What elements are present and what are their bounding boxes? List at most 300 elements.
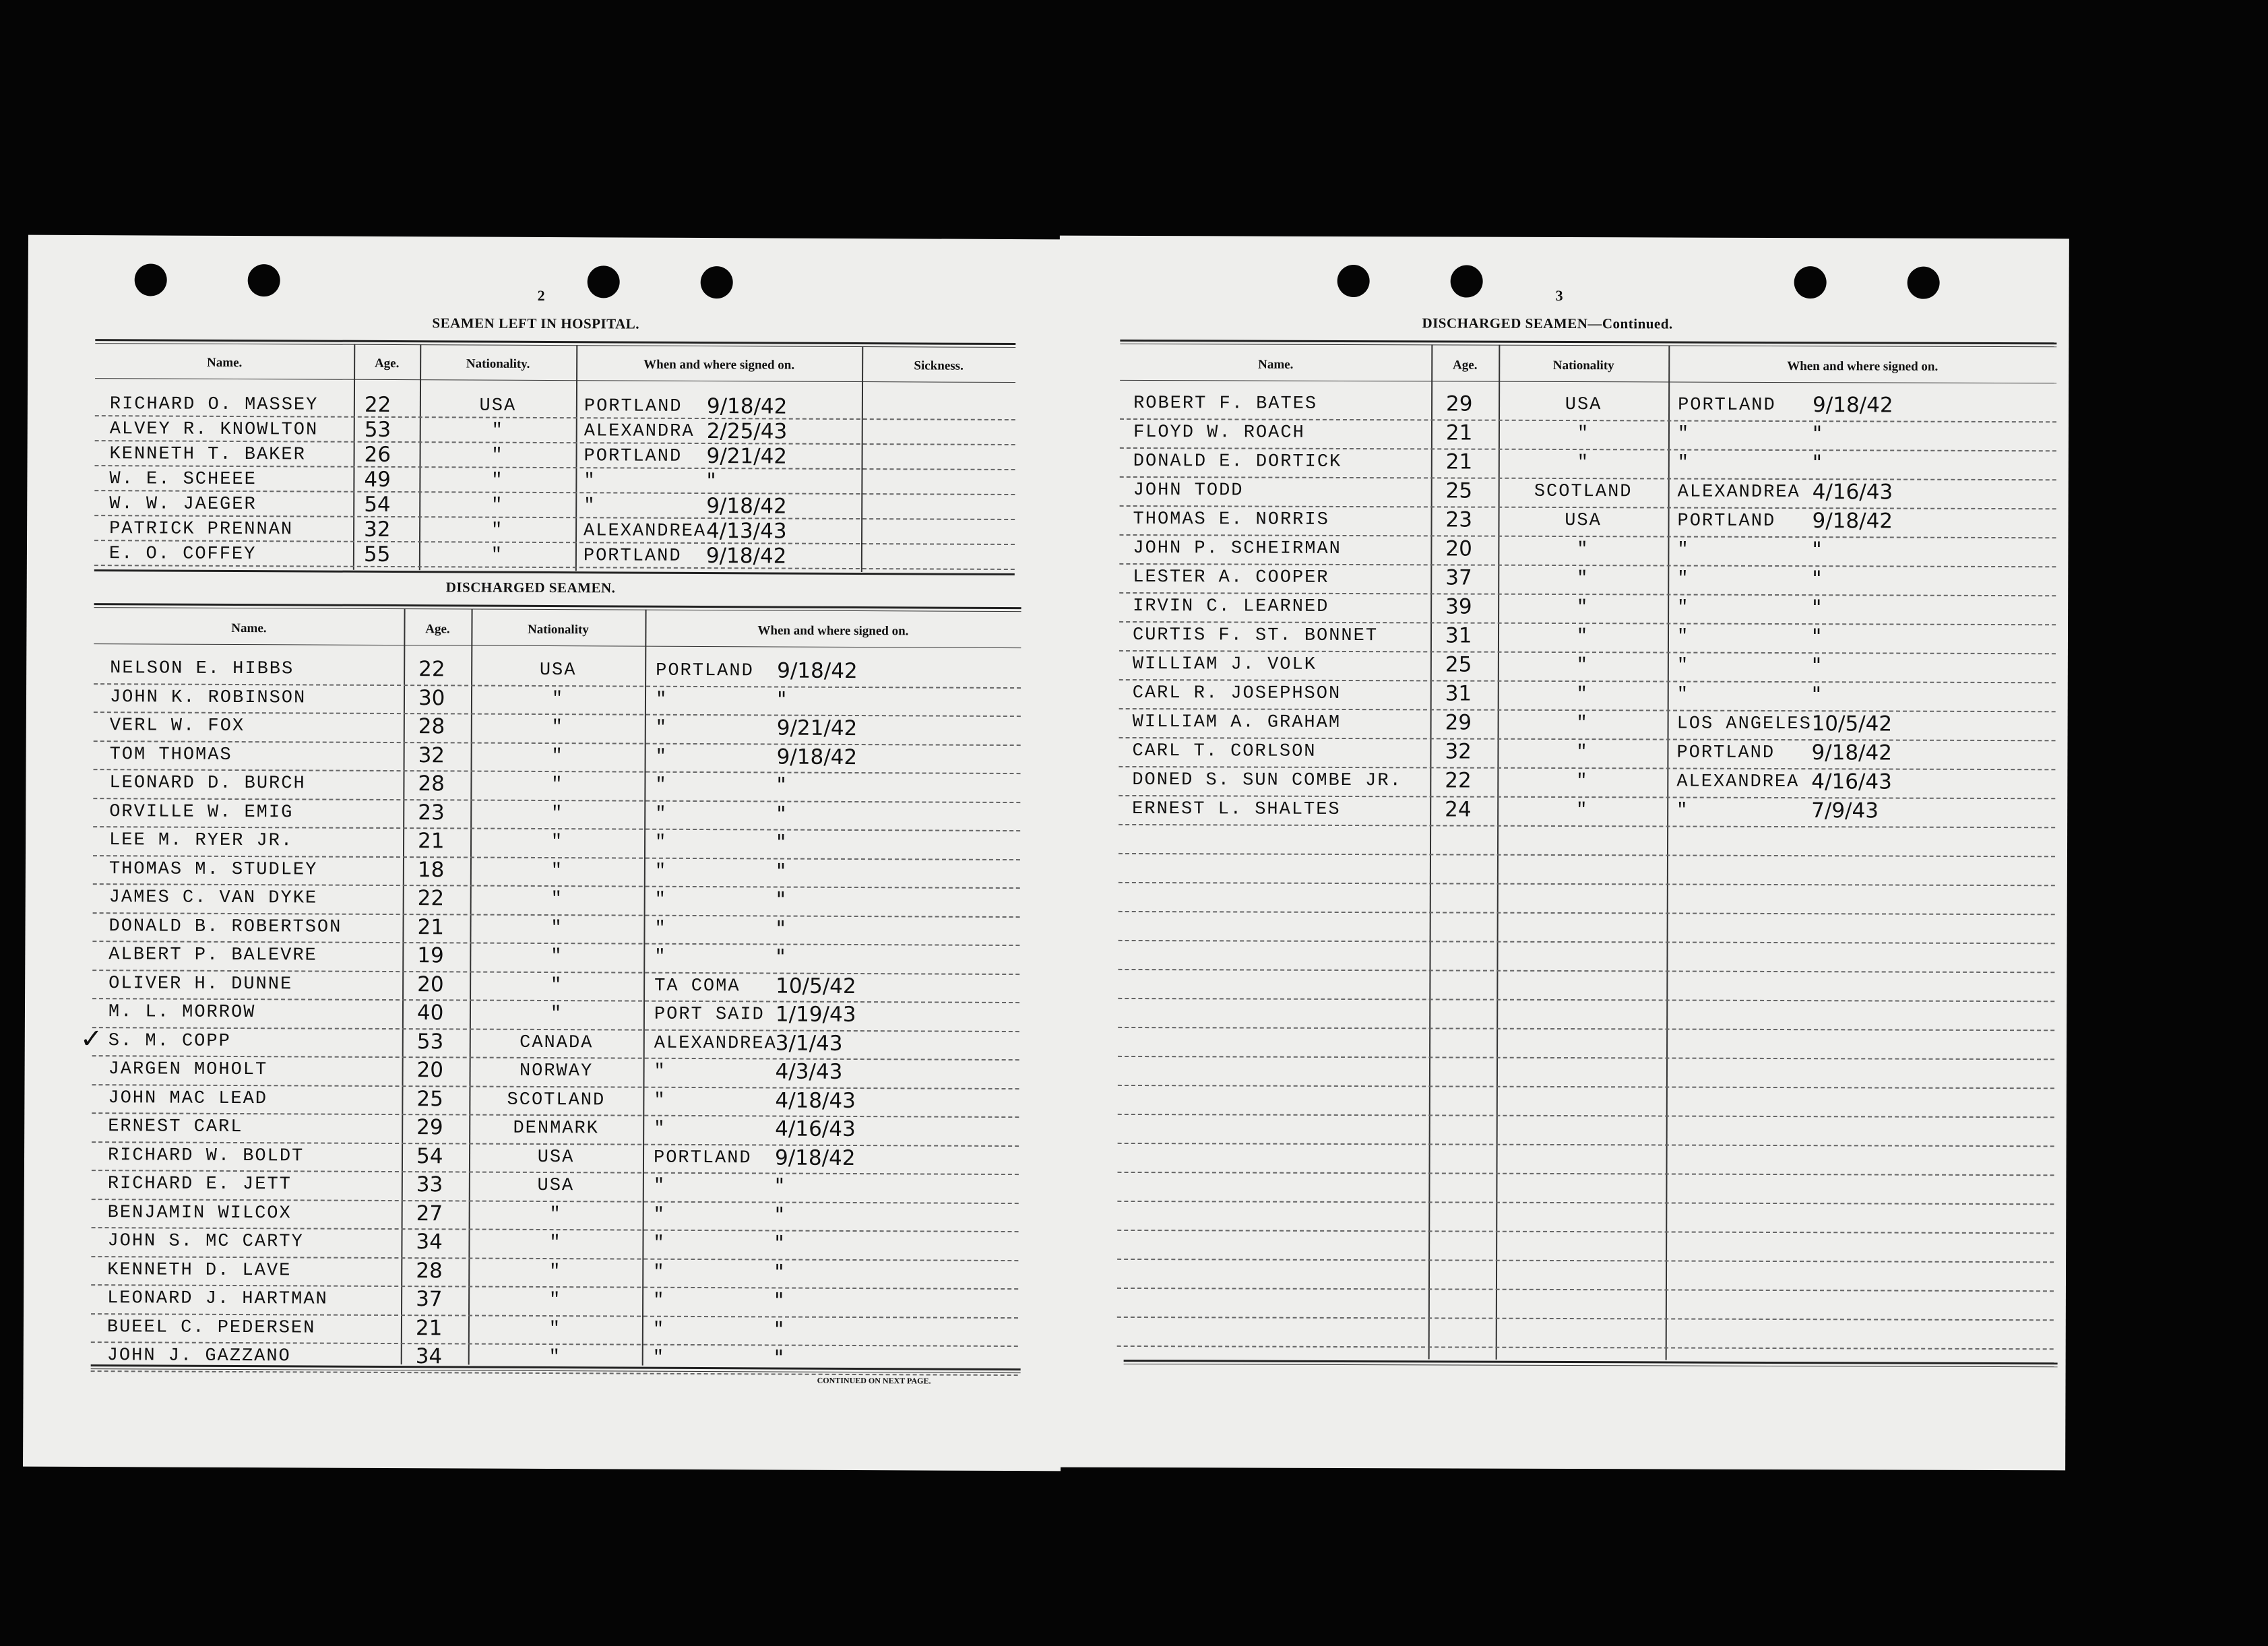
signed-on-place: " <box>655 832 668 853</box>
signed-on-date: 10/5/42 <box>776 973 856 999</box>
binder-hole <box>248 264 280 296</box>
seaman-name: W. W. JAEGER <box>109 494 257 515</box>
signed-on-date: 4/16/43 <box>1811 769 1892 794</box>
seaman-age: 20 <box>417 972 444 996</box>
seaman-name: BENJAMIN WILCOX <box>107 1202 292 1224</box>
seaman-name: M. L. MORROW <box>108 1002 256 1023</box>
seaman-name: IRVIN C. LEARNED <box>1133 596 1329 617</box>
col-header-nationality: Nationality. <box>466 356 530 371</box>
signed-on-date: " <box>774 1174 785 1199</box>
binder-hole <box>1794 266 1827 298</box>
signed-on-place: " <box>654 861 668 882</box>
signed-on-place: LOS ANGELES <box>1676 714 1812 735</box>
row-divider <box>1119 766 2055 770</box>
row-divider <box>1119 795 2055 799</box>
seaman-name: CARL T. CORLSON <box>1132 740 1317 762</box>
signed-on-place: " <box>653 1205 666 1226</box>
signed-on-place: " <box>1676 627 1690 647</box>
seaman-age: 25 <box>416 1086 443 1111</box>
row-divider <box>1119 708 2056 712</box>
signed-on-date: 2/25/43 <box>706 419 788 444</box>
signed-on-date: " <box>774 1202 785 1228</box>
seaman-age: 54 <box>364 492 391 517</box>
seaman-name: ERNEST CARL <box>108 1116 243 1138</box>
signed-on-place: PORTLAND <box>584 446 683 467</box>
signed-on-place: PORTLAND <box>1677 511 1776 532</box>
left-page <box>23 235 1066 1471</box>
signed-on-date: 7/9/43 <box>1811 798 1879 823</box>
binder-hole <box>588 265 620 298</box>
discharged-section-title: DISCHARGED SEAMEN. <box>445 579 616 596</box>
col-header-name: Name. <box>1258 357 1294 372</box>
row-divider <box>1119 824 2055 828</box>
seaman-nationality: " <box>550 1004 563 1025</box>
seaman-age: 22 <box>417 886 445 911</box>
seaman-nationality: " <box>550 860 564 881</box>
seaman-nationality: " <box>1577 424 1590 445</box>
seaman-nationality: " <box>1576 598 1589 619</box>
signed-on-date: 4/16/43 <box>775 1116 856 1142</box>
signed-on-date: " <box>776 887 786 912</box>
seaman-age: 31 <box>1445 681 1472 706</box>
seaman-age: 54 <box>416 1143 443 1168</box>
seaman-age: 23 <box>1445 507 1473 532</box>
seaman-name: THOMAS M. STUDLEY <box>108 858 318 881</box>
signed-on-place: PORTLAND <box>1676 742 1775 763</box>
col-header-nationality: Nationality <box>1552 358 1614 373</box>
signed-on-date: " <box>1811 654 1822 678</box>
signed-on-place: " <box>654 1061 666 1082</box>
seaman-name: RICHARD W. BOLDT <box>107 1145 305 1166</box>
seaman-nationality: " <box>491 495 504 516</box>
seaman-age: 22 <box>1445 768 1472 793</box>
seaman-name: ERNEST L. SHALTES <box>1132 798 1341 820</box>
seaman-name: LEE M. RYER JR. <box>109 830 294 852</box>
seaman-nationality: " <box>551 803 564 824</box>
seaman-age: 32 <box>364 517 391 542</box>
signed-on-place: " <box>1676 685 1689 705</box>
seaman-nationality: " <box>1576 627 1589 647</box>
signed-on-place: ALEXANDREA <box>1677 482 1800 503</box>
seaman-age: 27 <box>416 1201 443 1226</box>
binder-hole <box>701 266 733 298</box>
signed-on-date: " <box>706 469 716 494</box>
signed-on-place: " <box>654 1118 666 1139</box>
signed-on-place: " <box>653 1262 666 1283</box>
signed-on-date: 9/18/42 <box>706 494 787 519</box>
seaman-name: DONED S. SUN COMBE JR. <box>1132 769 1402 792</box>
hospital-section-title: SEAMEN LEFT IN HOSPITAL. <box>432 315 640 332</box>
col-header-signed-on: When and where signed on. <box>757 623 909 639</box>
signed-on-place: " <box>584 496 596 517</box>
signed-on-date: " <box>776 773 786 798</box>
blank-row-divider <box>1117 1346 2054 1350</box>
seaman-name: JAMES C. VAN DYKE <box>108 887 318 909</box>
seaman-age: 30 <box>418 685 445 710</box>
seaman-name: DONALD E. DORTICK <box>1133 451 1342 472</box>
binder-hole <box>135 263 167 296</box>
signed-on-date: 9/18/42 <box>1812 509 1893 534</box>
seaman-nationality: " <box>551 746 564 767</box>
signed-on-place: " <box>654 947 667 968</box>
signed-on-place: " <box>652 1319 666 1340</box>
signed-on-date: 9/18/42 <box>774 1145 856 1170</box>
seaman-age: 39 <box>1445 594 1472 619</box>
signed-on-date: 9/18/42 <box>706 394 788 419</box>
signed-on-date: " <box>774 1346 784 1370</box>
row-divider <box>1119 563 2056 567</box>
seaman-name: CURTIS F. ST. BONNET <box>1132 625 1379 647</box>
seaman-name: KENNETH D. LAVE <box>107 1259 292 1281</box>
seaman-name: WILLIAM J. VOLK <box>1132 654 1317 675</box>
seaman-nationality: " <box>548 1319 562 1339</box>
seaman-nationality: " <box>549 1233 562 1254</box>
seaman-age: 37 <box>416 1287 443 1312</box>
seaman-age: 25 <box>1445 652 1472 677</box>
signed-on-date: 4/3/43 <box>775 1059 843 1084</box>
blank-row-divider <box>1118 1143 2054 1147</box>
signed-on-date: " <box>1812 567 1822 592</box>
signed-on-place: " <box>652 1348 665 1368</box>
signed-on-place: " <box>655 718 668 738</box>
signed-on-date: 4/13/43 <box>706 519 787 544</box>
signed-on-place: " <box>1677 540 1690 561</box>
signed-on-date: " <box>1811 683 1822 707</box>
row-divider <box>1120 447 2056 451</box>
seaman-age: 29 <box>1445 710 1472 735</box>
seaman-nationality: " <box>1576 800 1589 821</box>
signed-on-place: PORTLAND <box>583 546 682 567</box>
row-divider <box>1119 737 2056 741</box>
seaman-age: 20 <box>416 1058 444 1083</box>
seaman-name: W. E. SCHEEE <box>109 469 257 490</box>
signed-on-place: PORT SAID <box>654 1004 765 1025</box>
seaman-name: VERL W. FOX <box>109 716 245 737</box>
seaman-age: 28 <box>418 714 445 739</box>
signed-on-place: PORTLAND <box>653 1147 752 1168</box>
binder-hole <box>1908 267 1940 299</box>
signed-on-date: 9/21/42 <box>776 716 858 741</box>
signed-on-place: " <box>1676 656 1690 676</box>
signed-on-date: 9/18/42 <box>777 658 858 684</box>
signed-on-date: " <box>1812 538 1822 563</box>
signed-on-date: 9/18/42 <box>776 745 858 769</box>
seaman-age: 32 <box>418 742 445 767</box>
signed-on-date: 9/18/42 <box>705 544 787 569</box>
signed-on-place: " <box>1677 453 1691 474</box>
blank-row-divider <box>1118 1172 2054 1176</box>
seaman-age: 21 <box>417 829 445 854</box>
signed-on-date: " <box>774 1231 784 1256</box>
row-divider <box>1119 592 2056 596</box>
signed-on-place: ALEXANDREA <box>584 521 707 542</box>
seaman-name: BUEEL C. PEDERSEN <box>106 1317 316 1339</box>
seaman-name: S. M. COPP <box>108 1030 231 1052</box>
seaman-nationality: " <box>551 775 564 796</box>
seaman-nationality: CANADA <box>519 1032 594 1053</box>
blank-row-divider <box>1118 1056 2054 1060</box>
signed-on-date: 4/16/43 <box>1812 480 1893 505</box>
signed-on-date: " <box>776 859 786 884</box>
signed-on-date: " <box>1812 451 1823 476</box>
blank-row-divider <box>1119 911 2055 915</box>
seaman-name: KENNETH T. BAKER <box>109 444 306 466</box>
seaman-nationality: " <box>491 445 504 466</box>
seaman-nationality: " <box>1576 742 1589 763</box>
binder-hole <box>1451 265 1483 297</box>
seaman-nationality: " <box>491 420 504 441</box>
seaman-nationality: " <box>549 1261 562 1282</box>
seaman-age: 53 <box>416 1029 444 1054</box>
col-header-signed-on: When and where signed on. <box>1787 359 1939 374</box>
seaman-name: CARL R. JOSEPHSON <box>1132 683 1342 704</box>
seaman-name: RICHARD E. JETT <box>107 1174 292 1195</box>
blank-row-divider <box>1118 969 2054 973</box>
seaman-age: 55 <box>363 542 391 567</box>
continued-note: CONTINUED ON NEXT PAGE. <box>817 1375 931 1386</box>
seaman-age: 34 <box>415 1344 443 1369</box>
signed-on-place: " <box>653 1233 666 1254</box>
seaman-name: TOM THOMAS <box>109 744 232 765</box>
signed-on-date: " <box>774 1259 784 1285</box>
seaman-name: RICHARD O. MASSEY <box>109 394 319 416</box>
seaman-nationality: SCOTLAND <box>507 1089 606 1110</box>
signed-on-date: " <box>1812 422 1823 447</box>
row-divider <box>1119 534 2056 538</box>
signed-on-place: " <box>1677 598 1690 619</box>
seaman-age: 40 <box>416 1001 444 1025</box>
seaman-name: JOHN TODD <box>1133 480 1244 501</box>
row-divider <box>1120 505 2056 509</box>
seaman-name: THOMAS E. NORRIS <box>1133 509 1329 530</box>
col-header-name: Name. <box>206 355 243 371</box>
seaman-name: PATRICK PRENNAN <box>109 519 294 540</box>
seaman-age: 21 <box>415 1315 443 1340</box>
seaman-age: 53 <box>364 417 391 442</box>
signed-on-date: " <box>1811 625 1822 650</box>
seaman-nationality: " <box>548 1290 562 1311</box>
seaman-nationality: USA <box>1565 511 1602 532</box>
blank-row-divider <box>1118 1027 2054 1031</box>
seaman-name: JOHN S. MC CARTY <box>107 1231 304 1253</box>
seaman-nationality: " <box>550 975 563 996</box>
seaman-nationality: " <box>548 1348 561 1368</box>
seaman-age: 25 <box>1445 478 1473 503</box>
row-divider <box>1120 476 2056 480</box>
seaman-age: 26 <box>364 442 391 467</box>
seaman-nationality: " <box>1576 714 1589 734</box>
seaman-name: E. O. COFFEY <box>108 544 257 565</box>
seaman-nationality: USA <box>537 1147 575 1168</box>
signed-on-date: " <box>776 687 787 712</box>
signed-on-date: " <box>774 1288 784 1313</box>
row-divider <box>92 1027 1019 1032</box>
seaman-name: LESTER A. COOPER <box>1133 567 1329 588</box>
binder-hole <box>1337 265 1370 297</box>
seaman-name: OLIVER H. DUNNE <box>108 973 293 994</box>
signed-on-place: PORTLAND <box>584 396 683 417</box>
discharged-table <box>28 235 1066 240</box>
seaman-nationality: " <box>1577 540 1589 561</box>
seaman-name: DONALD B. ROBERTSON <box>108 916 342 938</box>
signed-on-place: PORTLAND <box>656 660 754 682</box>
seaman-age: 33 <box>416 1172 443 1197</box>
seaman-age: 21 <box>1445 449 1473 474</box>
seaman-age: 22 <box>418 657 445 682</box>
signed-on-place: " <box>584 471 596 492</box>
row-divider <box>1120 418 2056 422</box>
signed-on-place: " <box>654 918 667 939</box>
signed-on-place: " <box>654 889 667 910</box>
signed-on-place: " <box>655 804 668 825</box>
signed-on-date: " <box>1812 596 1822 621</box>
signed-on-place: " <box>655 689 668 710</box>
seaman-nationality: " <box>550 918 563 939</box>
seaman-name: LEONARD D. BURCH <box>109 773 306 794</box>
seaman-name: ROBERT F. BATES <box>1133 393 1318 414</box>
seaman-age: 32 <box>1445 739 1472 764</box>
signed-on-place: TA COMA <box>654 976 741 996</box>
seaman-name: LEONARD J. HARTMAN <box>107 1288 328 1310</box>
col-header-age: Age. <box>1453 358 1478 373</box>
seaman-name: FLOYD W. ROACH <box>1133 422 1305 443</box>
seaman-age: 28 <box>416 1258 443 1283</box>
blank-row-divider <box>1119 940 2055 944</box>
signed-on-date: 9/21/42 <box>706 444 788 469</box>
signed-on-place: " <box>653 1290 666 1311</box>
signed-on-date: 9/18/42 <box>1811 740 1893 765</box>
seaman-age: 21 <box>1445 420 1473 445</box>
signed-on-date: " <box>776 802 786 827</box>
seaman-nationality: " <box>1576 685 1589 705</box>
seaman-nationality: " <box>1577 569 1589 590</box>
seaman-nationality: USA <box>539 660 577 681</box>
blank-row-divider <box>1118 998 2054 1002</box>
seaman-nationality: " <box>551 718 564 738</box>
signed-on-place: ALEXANDREA <box>1676 771 1800 793</box>
signed-on-place: ALEXANDRA <box>584 421 695 442</box>
seaman-nationality: " <box>549 1204 562 1225</box>
signed-on-date: " <box>776 830 786 855</box>
signed-on-place: " <box>655 747 668 767</box>
seaman-nationality: " <box>491 520 504 541</box>
seaman-nationality: NORWAY <box>519 1061 594 1082</box>
seaman-age: 29 <box>1446 391 1473 416</box>
seaman-nationality: DENMARK <box>513 1118 599 1139</box>
right-page <box>1056 236 2069 1471</box>
seaman-name: JOHN P. SCHEIRMAN <box>1133 538 1342 559</box>
row-divider <box>1119 650 2056 654</box>
signed-on-place: PORTLAND <box>1678 395 1776 416</box>
checkmark-icon: ✓ <box>80 1023 103 1055</box>
seaman-name: JARGEN MOHOLT <box>108 1059 268 1081</box>
seaman-nationality: " <box>550 832 564 853</box>
signed-on-date: 10/5/42 <box>1811 711 1893 736</box>
seaman-nationality: USA <box>479 395 517 416</box>
row-divider <box>1119 679 2056 683</box>
blank-row-divider <box>1118 1114 2054 1118</box>
seaman-name: WILLIAM A. GRAHAM <box>1132 711 1342 733</box>
seaman-name: JOHN K. ROBINSON <box>109 687 307 708</box>
col-header-signed-on: When and where signed on. <box>643 357 795 373</box>
signed-on-place: " <box>653 1176 666 1197</box>
blank-row-divider <box>1117 1288 2054 1292</box>
col-header-age: Age. <box>374 356 400 371</box>
signed-on-date: 3/1/43 <box>775 1030 843 1056</box>
row-divider <box>94 740 1021 746</box>
seaman-age: 24 <box>1445 797 1472 822</box>
seaman-nationality: " <box>1577 453 1589 474</box>
blank-row-divider <box>1117 1230 2054 1234</box>
signed-on-date: 9/18/42 <box>1813 393 1893 418</box>
seaman-name: ALBERT P. BALEVRE <box>108 945 317 966</box>
page-number: 3 <box>1555 286 1563 304</box>
seaman-nationality: " <box>551 689 565 709</box>
seaman-nationality: " <box>491 545 504 566</box>
blank-row-divider <box>1117 1317 2054 1321</box>
signed-on-place: " <box>1677 569 1690 590</box>
signed-on-place: " <box>655 775 668 796</box>
blank-row-divider <box>1117 1201 2054 1205</box>
col-header-nationality: Nationality <box>528 622 589 637</box>
seaman-nationality: SCOTLAND <box>1534 481 1633 503</box>
blank-row-divider <box>1118 1085 2054 1089</box>
col-header-name: Name. <box>231 621 267 636</box>
seaman-name: JOHN J. GAZZANO <box>106 1346 291 1367</box>
seaman-age: 28 <box>418 771 445 796</box>
seaman-nationality: USA <box>1565 395 1602 416</box>
seaman-name: NELSON E. HIBBS <box>110 658 294 680</box>
seaman-age: 49 <box>364 467 391 492</box>
page-number: 2 <box>537 286 545 304</box>
blank-row-divider <box>1117 1259 2054 1263</box>
seaman-name: ORVILLE W. EMIG <box>109 801 294 823</box>
blank-row-divider <box>1119 882 2055 886</box>
seaman-age: 29 <box>416 1115 443 1140</box>
discharged-continued-table <box>1060 236 2069 239</box>
seaman-age: 21 <box>417 914 445 939</box>
seaman-age: 18 <box>417 857 445 882</box>
seaman-nationality: " <box>550 889 563 910</box>
signed-on-place: ALEXANDREA <box>654 1033 777 1054</box>
seaman-nationality: " <box>1576 771 1589 792</box>
signed-on-date: 4/18/43 <box>775 1087 856 1113</box>
seaman-age: 20 <box>1445 536 1472 561</box>
signed-on-date: " <box>776 945 786 970</box>
signed-on-date: " <box>776 916 786 941</box>
discharged-continued-title: DISCHARGED SEAMEN—Continued. <box>1422 315 1673 332</box>
col-header-age: Age. <box>425 622 450 637</box>
seaman-nationality: " <box>1576 656 1589 676</box>
blank-row-divider <box>1119 853 2055 857</box>
seaman-nationality: " <box>491 470 504 491</box>
seaman-age: 34 <box>416 1230 443 1255</box>
row-divider <box>1119 621 2056 625</box>
col-header-sickness: Sickness. <box>914 358 964 373</box>
seaman-name: JOHN MAC LEAD <box>108 1087 268 1109</box>
signed-on-date: 1/19/43 <box>775 1002 856 1027</box>
signed-on-place: " <box>654 1090 666 1111</box>
seaman-age: 22 <box>364 392 391 418</box>
signed-on-place: " <box>1676 800 1689 821</box>
seaman-name: ALVEY R. KNOWLTON <box>109 419 319 441</box>
seaman-age: 19 <box>417 943 444 968</box>
seaman-nationality: USA <box>537 1175 575 1197</box>
signed-on-place: " <box>1677 424 1691 445</box>
seaman-age: 23 <box>418 800 445 825</box>
seaman-age: 37 <box>1445 565 1472 590</box>
seaman-age: 31 <box>1445 623 1472 648</box>
